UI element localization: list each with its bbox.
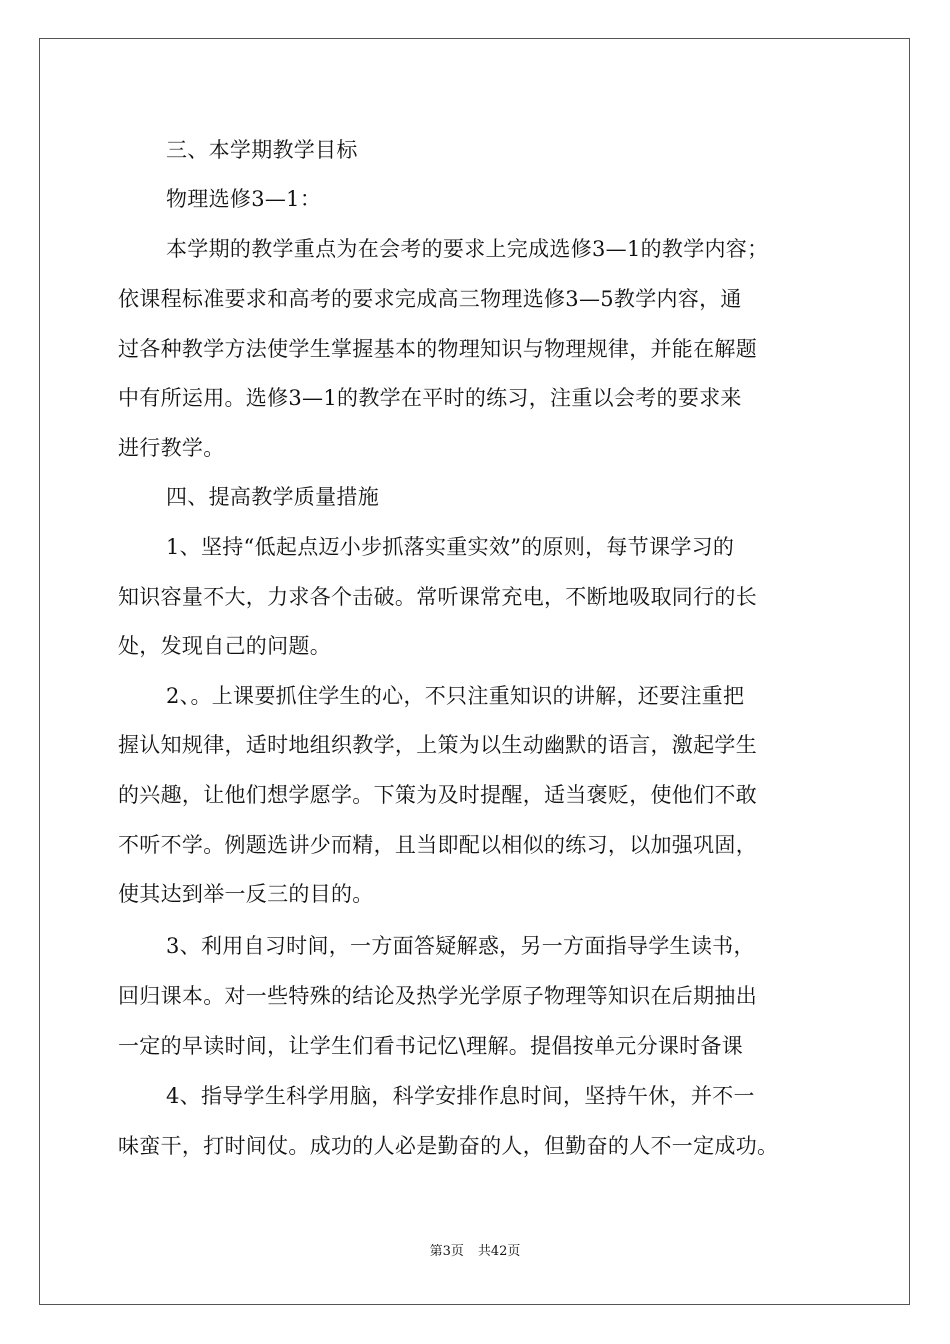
paragraph-line: 握认知规律，适时地组织教学，上策为以生动幽默的语言，激起学生 <box>118 733 757 757</box>
section-heading-measures: 四、提高教学质量措施 <box>166 485 379 509</box>
paragraph-line: 过各种教学方法使学生掌握基本的物理知识与物理规律，并能在解题 <box>118 337 757 361</box>
paragraph-line: 不听不学。例题选讲少而精，且当即配以相似的练习，以加强巩固， <box>118 833 757 857</box>
page-number: 第3页 <box>429 1244 464 1259</box>
paragraph-line: 知识容量不大，力求各个击破。常听课常充电，不断地吸取同行的长 <box>118 585 757 609</box>
section-heading-goals: 三、本学期教学目标 <box>166 138 358 162</box>
paragraph-line: 味蛮干，打时间仗。成功的人必是勤奋的人，但勤奋的人不一定成功。 <box>118 1134 779 1158</box>
paragraph-line: 一定的早读时间，让学生们看书记忆\理解。提倡按单元分课时备课 <box>118 1034 744 1058</box>
paragraph-line: 3、利用自习时间，一方面答疑解惑，另一方面指导学生读书， <box>166 934 755 958</box>
paragraph-line: 本学期的教学重点为在会考的要求上完成选修3—1的教学内容； <box>166 237 769 261</box>
page-total: 共42页 <box>477 1244 521 1259</box>
paragraph-line: 进行教学。 <box>118 436 225 460</box>
paragraph-line: 1、坚持“低起点迈小步抓落实重实效”的原则，每节课学习的 <box>166 535 735 559</box>
paragraph-line: 依课程标准要求和高考的要求完成高三物理选修3—5教学内容，通 <box>118 287 742 311</box>
paragraph-line: 的兴趣，让他们想学愿学。下策为及时提醒，适当褒贬，使他们不敢 <box>118 783 757 807</box>
page-footer <box>0 1244 950 1260</box>
subheading-physics-3-1: 物理选修3—1： <box>166 187 322 211</box>
paragraph-line: 4、指导学生科学用脑，科学安排作息时间，坚持午休，并不一 <box>166 1084 755 1108</box>
paragraph-line: 使其达到举一反三的目的。 <box>118 882 374 906</box>
paragraph-line: 中有所运用。选修3—1的教学在平时的练习，注重以会考的要求来 <box>118 386 742 410</box>
paragraph-line: 2、。上课要抓住学生的心，不只注重知识的讲解，还要注重把 <box>166 684 745 708</box>
paragraph-line: 回归课本。对一些特殊的结论及热学光学原子物理等知识在后期抽出 <box>118 984 757 1008</box>
page-border <box>39 38 910 1305</box>
paragraph-line: 处，发现自己的问题。 <box>118 634 331 658</box>
